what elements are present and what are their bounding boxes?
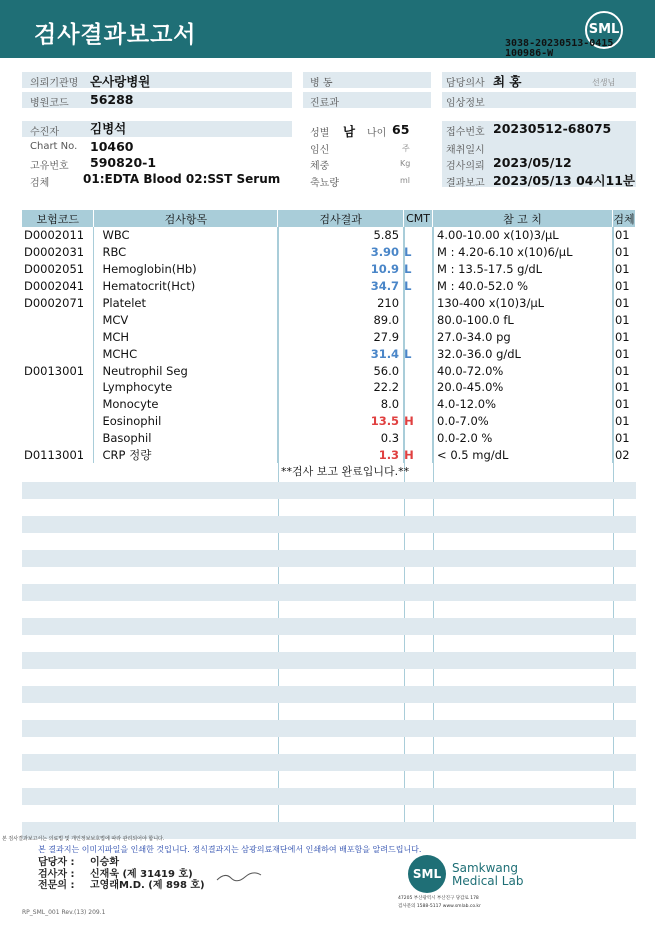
institution-value: 온사랑병원	[90, 74, 151, 89]
receipt-label: 접수번호	[446, 127, 485, 138]
cell-item: Eosinophil	[94, 413, 278, 430]
cell-cmt	[404, 295, 433, 312]
cell-ref: M : 40.0-52.0 %	[433, 278, 613, 295]
cell-code: D0002011	[22, 227, 94, 244]
cell-ref: 130-400 x(10)3/μL	[433, 295, 613, 312]
hospital-code-value: 56288	[90, 92, 134, 107]
cell-result: 27.9	[278, 328, 404, 345]
doc-id-2: 100986-W	[505, 48, 554, 59]
cell-item: MCH	[94, 328, 278, 345]
cell-code	[22, 379, 94, 396]
table-row	[22, 379, 636, 396]
cell-item: Hemoglobin(Hb)	[94, 261, 278, 278]
cell-result: 89.0	[278, 311, 404, 328]
cell-spec: 01	[614, 329, 630, 344]
table-row	[22, 345, 636, 362]
id-value: 590820-1	[90, 155, 157, 170]
col-spec: 검체	[612, 210, 635, 227]
cell-cmt	[404, 328, 433, 345]
sex-label: 성별	[310, 128, 330, 139]
cell-ref: M : 13.5-17.5 g/dL	[433, 261, 613, 278]
cell-result: 56.0	[278, 362, 404, 379]
end-note: **검사 보고 완료입니다.**	[281, 465, 410, 478]
doctor-value: 최 홍	[493, 74, 522, 89]
report-value: 2023/05/13 04시11분	[493, 173, 636, 188]
cell-cmt	[404, 430, 433, 447]
cell-ref: M : 4.20-6.10 x(10)6/μL	[433, 244, 613, 261]
cell-ref: 27.0-34.0 pg	[433, 328, 613, 345]
tester-value: 신재욱 (제 31419 호)	[90, 869, 193, 880]
cell-result: 34.7	[278, 278, 404, 295]
manager-value: 이승화	[90, 857, 119, 868]
cell-code	[22, 396, 94, 413]
ward-label: 병 동	[310, 78, 333, 89]
cell-code	[22, 345, 94, 362]
cell-result: 3.90	[278, 244, 404, 261]
cell-code: D0113001	[22, 447, 94, 464]
col-code: 보험코드	[22, 210, 94, 227]
sml-logo-icon: SML	[408, 855, 446, 893]
cell-spec: 02	[614, 448, 630, 463]
cell-item: WBC	[94, 227, 278, 244]
weight-label: 체중	[310, 161, 330, 172]
cell-spec: 01	[614, 363, 630, 378]
dept-label: 진료과	[310, 98, 339, 109]
doctor-label: 담당의사	[446, 78, 485, 89]
cell-result: 5.85	[278, 227, 404, 244]
cell-spec: 01	[614, 414, 630, 429]
col-result: 검사결과	[278, 210, 404, 227]
hospital-code-label: 병원코드	[30, 98, 69, 109]
table-row	[22, 447, 636, 464]
cell-result: 8.0	[278, 396, 404, 413]
id-label: 고유번호	[30, 161, 69, 172]
manager-label: 담당자 :	[38, 857, 75, 868]
sex-value: 남	[343, 124, 356, 139]
cell-ref: 40.0-72.0%	[433, 362, 613, 379]
cell-code	[22, 430, 94, 447]
form-number: RP_SML_001 Rev.(13) 209.1	[22, 909, 106, 916]
fine-print: 본 검사결과보고서는 의료법 및 개인정보보호법에 따라 관리되어야 합니다.	[2, 836, 165, 842]
cell-spec: 01	[614, 279, 630, 294]
specialist-value: 고영래M.D. (제 898 호)	[90, 880, 205, 891]
results-table	[22, 210, 636, 463]
table-row	[22, 278, 636, 295]
col-cmt: CMT	[404, 210, 433, 227]
cell-cmt: H	[404, 413, 433, 430]
table-row	[22, 396, 636, 413]
receipt-value: 20230512-68075	[493, 121, 612, 136]
cell-ref: 0.0-2.0 %	[433, 430, 613, 447]
chart-label: Chart No.	[30, 141, 78, 152]
table-row	[22, 295, 636, 312]
cell-ref: 4.0-12.0%	[433, 396, 613, 413]
collect-label: 채취일시	[446, 145, 485, 156]
cell-cmt: H	[404, 447, 433, 464]
cell-ref: 80.0-100.0 fL	[433, 311, 613, 328]
pregnancy-label: 임신	[310, 145, 330, 156]
clinical-label: 임상정보	[446, 98, 485, 109]
cell-cmt	[404, 379, 433, 396]
request-label: 검사의뢰	[446, 161, 485, 172]
cell-item: CRP 정량	[94, 447, 278, 464]
cell-item: Platelet	[94, 295, 278, 312]
age-label: 나이	[367, 128, 387, 139]
pregnancy-unit: 주	[402, 144, 410, 153]
cell-result: 13.5	[278, 413, 404, 430]
table-row	[22, 311, 636, 328]
signature-image	[215, 870, 265, 884]
info-box	[22, 121, 292, 137]
specialist-label: 전문의 :	[38, 880, 75, 891]
cell-spec: 01	[614, 296, 630, 310]
cell-spec: 01	[614, 245, 630, 260]
specimen-label: 검체	[30, 178, 50, 189]
urine-label: 축뇨량	[310, 178, 339, 189]
cell-item: MCHC	[94, 345, 278, 362]
cell-cmt: L	[404, 244, 433, 261]
table-row	[22, 413, 636, 430]
cell-code	[22, 413, 94, 430]
report-title: 검사결과보고서	[34, 22, 197, 48]
company-name: Samkwang Medical Lab	[452, 861, 524, 888]
cell-cmt: L	[404, 345, 433, 362]
cell-item: Hematocrit(Hct)	[94, 278, 278, 295]
cell-result: 22.2	[278, 379, 404, 396]
cell-spec: 01	[614, 312, 630, 327]
age-value: 65	[392, 122, 410, 137]
cell-result: 210	[278, 295, 404, 312]
report-label: 결과보고	[446, 178, 485, 189]
request-value: 2023/05/12	[493, 155, 572, 170]
cell-result: 0.3	[278, 430, 404, 447]
patient-label: 수진자	[30, 127, 59, 138]
weight-unit: Kg	[400, 159, 411, 168]
doctor-suffix: 선생님	[592, 78, 616, 87]
cell-ref: 4.00-10.00 x(10)3/μL	[433, 227, 613, 244]
print-notice: 본 결과지는 이미지파일을 인쇄한 것입니다. 정식결과지는 삼광의료재단에서 인쇄하여 배포함을 알려드립니다.	[38, 845, 422, 854]
cell-spec: 01	[614, 346, 630, 361]
cell-item: Lymphocyte	[94, 379, 278, 396]
table-row	[22, 227, 636, 244]
company-address: 47205 부산광역시 부산진구 당감로 178	[398, 896, 479, 901]
cell-cmt	[404, 227, 433, 244]
table-row	[22, 328, 636, 345]
cell-ref: 32.0-36.0 g/dL	[433, 345, 613, 362]
cell-ref: 0.0-7.0%	[433, 413, 613, 430]
cell-item: MCV	[94, 311, 278, 328]
cell-spec: 01	[614, 397, 630, 412]
cell-cmt	[404, 311, 433, 328]
table-row	[22, 244, 636, 261]
company-phone: 검사문의 1588-5117 www.smlab.co.kr	[398, 904, 481, 909]
col-ref: 참 고 치	[433, 210, 613, 227]
cell-result: 1.3	[278, 447, 404, 464]
table-row	[22, 430, 636, 447]
sml-logo-icon: SML	[585, 11, 623, 49]
cell-result: 10.9	[278, 261, 404, 278]
institution-label: 의뢰기관명	[30, 78, 79, 89]
cell-code: D0002041	[22, 278, 94, 295]
cell-item: Monocyte	[94, 396, 278, 413]
report-header	[0, 0, 655, 58]
cell-spec: 01	[614, 431, 630, 446]
cell-cmt: L	[404, 278, 433, 295]
cell-code	[22, 328, 94, 345]
empty-rows	[22, 482, 636, 856]
cell-code: D0002071	[22, 295, 94, 312]
urine-unit: ml	[400, 176, 411, 185]
cell-item: Neutrophil Seg	[94, 362, 278, 379]
cell-cmt: L	[404, 261, 433, 278]
doc-id-1: 3038-20230513-0415	[505, 38, 614, 49]
cell-cmt	[404, 362, 433, 379]
cell-spec: 01	[614, 228, 630, 243]
col-item: 검사항목	[94, 210, 278, 227]
cell-code: D0002031	[22, 244, 94, 261]
table-row	[22, 261, 636, 278]
cell-item: RBC	[94, 244, 278, 261]
tester-label: 검사자 :	[38, 869, 75, 880]
cell-spec: 01	[614, 380, 630, 395]
cell-cmt	[404, 396, 433, 413]
cell-result: 31.4	[278, 345, 404, 362]
cell-code	[22, 311, 94, 328]
table-row	[22, 362, 636, 379]
specimen-value: 01:EDTA Blood 02:SST Serum	[83, 172, 281, 186]
cell-ref: 20.0-45.0%	[433, 379, 613, 396]
patient-value: 김병석	[90, 121, 127, 136]
chart-value: 10460	[90, 139, 134, 154]
cell-spec: 01	[614, 262, 630, 277]
cell-item: Basophil	[94, 430, 278, 447]
cell-ref: < 0.5 mg/dL	[433, 447, 613, 464]
cell-code: D0013001	[22, 362, 94, 379]
cell-code: D0002051	[22, 261, 94, 278]
table-header	[22, 210, 636, 227]
